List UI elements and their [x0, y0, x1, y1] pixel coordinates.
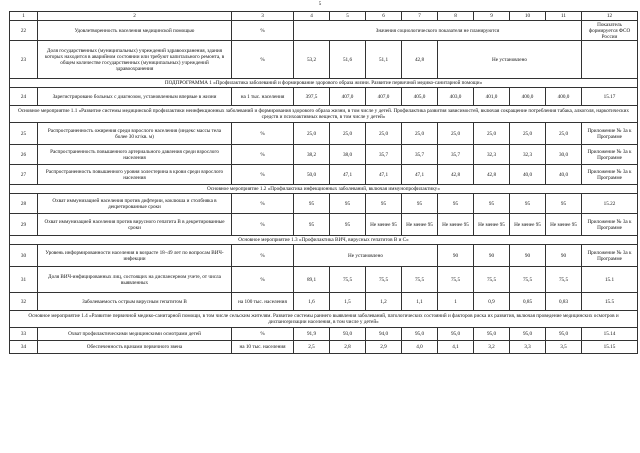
header-cell: 2: [38, 12, 232, 21]
value-cell: 25,0: [402, 123, 438, 145]
indicator-name: Охват профилактическими медицинскими осмотрами детей: [38, 328, 232, 341]
value-cell: 0,9: [474, 293, 510, 311]
value-cell: Не менее 95: [402, 214, 438, 236]
value-cell: 1,6: [294, 293, 330, 311]
section-title: Основное мероприятие 1.3 «Профилактика ВИЧ, вирусных гепатитов В и С»: [10, 236, 638, 245]
indicator-name: Обеспеченность врачами первичного звена: [38, 341, 232, 354]
source-note: 15.22: [582, 194, 638, 214]
value-cell: 95: [294, 214, 330, 236]
value-cell: 95,0: [546, 328, 582, 341]
value-cell: Не менее 95: [546, 214, 582, 236]
value-cell: 95,0: [474, 328, 510, 341]
value-cell: 25,0: [366, 123, 402, 145]
value-cell: 2,8: [330, 341, 366, 354]
unit-cell: %: [232, 165, 294, 185]
value-cell: 90: [510, 245, 546, 267]
section-row: [10, 79, 638, 88]
table-row: [10, 41, 638, 79]
value-cell: 0,83: [546, 293, 582, 311]
indicator-name: Распространенность повышенного артериального давления среди взрослого населения: [38, 145, 232, 165]
section-title: Основное мероприятие 1.1 «Развитие системы медицинской профилактики неинфекционных заболеваний и формирования здорового образа жизни, в том числе у детей. Профилактика развития зависимостей, включая сокращение потребления табака, алкоголя, наркотических средств и психоактивных веществ, в том числе у детей»: [10, 106, 638, 123]
value-cell: 400,0: [510, 88, 546, 106]
indicator-name: Распространенность ожирения среди взрослого населения (индекс массы тела более 30 кг/кв. м): [38, 123, 232, 145]
value-cell: 95,0: [438, 328, 474, 341]
table-row: [10, 123, 638, 145]
source-note: Показатель формируется ФСО России: [582, 21, 638, 41]
source-note: Приложение № 3а к Программе: [582, 214, 638, 236]
header-cell: 6: [366, 12, 402, 21]
table-row: [10, 293, 638, 311]
indicators-table: [9, 11, 638, 354]
header-cell: 1: [10, 12, 38, 21]
value-cell: 95: [294, 194, 330, 214]
value-cell: 2,5: [294, 341, 330, 354]
indicator-name: Доля государственных (муниципальных) учреждений здравоохранения, здания которых находится в аварийном состоянии или требуют капитального ремонта, в общем количестве государственных (муниципальных) учреждений здравоохранения: [38, 41, 232, 79]
table-row: [10, 245, 638, 267]
table-row: [10, 341, 638, 354]
value-cell: 42,8: [438, 165, 474, 185]
value-cell: 40,0: [510, 165, 546, 185]
value-cell: 47,1: [402, 165, 438, 185]
unit-cell: %: [232, 328, 294, 341]
header-cell: 7: [402, 12, 438, 21]
section-title: Основное мероприятие 1.4 «Развитие первичной медико-санитарной помощи, в том числе сельским жителям. Развитие системы раннего выявления заболеваний, патологических состояний и факторов риска их развития, включая проведение медицинских осмотров и диспансеризации населения, в том числе у детей»: [10, 311, 638, 328]
section-row: [10, 106, 638, 123]
value-cell: Не менее 95: [438, 214, 474, 236]
value-cell: 4,1: [438, 341, 474, 354]
source-note: Приложение № 3а к Программе: [582, 245, 638, 267]
value-cell: 95: [402, 194, 438, 214]
header-cell: 11: [546, 12, 582, 21]
value-cell: 95: [330, 194, 366, 214]
value-cell: 403,0: [438, 88, 474, 106]
section-row: [10, 236, 638, 245]
value-cell: 93,0: [330, 328, 366, 341]
row-number: 29: [10, 214, 38, 236]
header-row: [10, 12, 638, 21]
value-cell: 1,2: [366, 293, 402, 311]
table-row: [10, 165, 638, 185]
section-row: [10, 185, 638, 194]
value-cell: 3,3: [510, 341, 546, 354]
indicator-name: Доля ВИЧ-инфицированных лиц, состоящих на диспансерном учете, от числа выявленных: [38, 267, 232, 293]
table-row: [10, 88, 638, 106]
value-cell: 95: [474, 194, 510, 214]
value-cell: 35,7: [402, 145, 438, 165]
value-cell: 3,5: [546, 341, 582, 354]
value-cell: 95: [438, 194, 474, 214]
value-cell: 25,0: [510, 123, 546, 145]
source-note: 15.17: [582, 88, 638, 106]
table-row: [10, 214, 638, 236]
unit-cell: %: [232, 41, 294, 79]
table-row: [10, 194, 638, 214]
page-number: 5: [318, 2, 322, 7]
value-cell: 397,5: [294, 88, 330, 106]
value-cell: 95: [546, 194, 582, 214]
value-cell: 90: [438, 245, 474, 267]
row-number: 22: [10, 21, 38, 41]
section-title: Основное мероприятие 1.2 «Профилактика инфекционных заболеваний, включая иммунопрофилактику»: [10, 185, 638, 194]
value-cell: 25,0: [546, 123, 582, 145]
row-number: 34: [10, 341, 38, 354]
indicator-name: Охват иммунизацией населения против дифтерии, коклюша и столбняка в декретированные сроки: [38, 194, 232, 214]
unit-cell: на 100 тыс. населения: [232, 293, 294, 311]
table-row: [10, 328, 638, 341]
table-row: [10, 21, 638, 41]
merged-note: Не установлено: [438, 41, 582, 79]
value-cell: 25,0: [294, 123, 330, 145]
unit-cell: %: [232, 145, 294, 165]
value-cell: 25,0: [438, 123, 474, 145]
source-note: 15.15: [582, 341, 638, 354]
value-cell: 75,5: [510, 267, 546, 293]
row-number: 30: [10, 245, 38, 267]
value-cell: 35,7: [438, 145, 474, 165]
row-number: 28: [10, 194, 38, 214]
section-row: [10, 311, 638, 328]
value-cell: 401,0: [474, 88, 510, 106]
value-cell: 38,2: [294, 145, 330, 165]
header-cell: 12: [582, 12, 638, 21]
unit-cell: %: [232, 194, 294, 214]
value-cell: 95,0: [402, 328, 438, 341]
value-cell: 3,2: [474, 341, 510, 354]
table-row: [10, 267, 638, 293]
unit-cell: %: [232, 214, 294, 236]
unit-cell: на 1 тыс. населения: [232, 88, 294, 106]
value-cell: 42,8: [402, 41, 438, 79]
row-number: 31: [10, 267, 38, 293]
value-cell: 90: [546, 245, 582, 267]
value-cell: 95: [330, 214, 366, 236]
row-number: 32: [10, 293, 38, 311]
value-cell: 25,0: [330, 123, 366, 145]
indicator-name: Зарегистрировано больных с диагнозом, установленным впервые в жизни: [38, 88, 232, 106]
header-cell: 10: [510, 12, 546, 21]
source-note: Приложение № 3а к Программе: [582, 145, 638, 165]
indicator-name: Охват иммунизацией населения против вирусного гепатита В в декретированные сроки: [38, 214, 232, 236]
unit-cell: %: [232, 123, 294, 145]
value-cell: 47,1: [366, 165, 402, 185]
value-cell: 407,0: [366, 88, 402, 106]
value-cell: 0,85: [510, 293, 546, 311]
value-cell: 75,5: [474, 267, 510, 293]
value-cell: 95,0: [510, 328, 546, 341]
value-cell: 30,0: [546, 145, 582, 165]
source-note: Приложение № 3а к Программе: [582, 123, 638, 145]
value-cell: 91,9: [294, 328, 330, 341]
unit-cell: на 10 тыс. населения: [232, 341, 294, 354]
value-cell: 51,6: [330, 41, 366, 79]
value-cell: 90: [474, 245, 510, 267]
value-cell: 35,7: [366, 145, 402, 165]
value-cell: 50,0: [294, 165, 330, 185]
value-cell: 75,5: [330, 267, 366, 293]
source-note: [582, 41, 638, 79]
value-cell: 95: [510, 194, 546, 214]
value-cell: 47,1: [330, 165, 366, 185]
value-cell: 75,5: [402, 267, 438, 293]
row-number: 25: [10, 123, 38, 145]
header-cell: 3: [232, 12, 294, 21]
header-cell: 9: [474, 12, 510, 21]
indicator-name: Удовлетворенность населения медицинской помощью: [38, 21, 232, 41]
unit-cell: %: [232, 21, 294, 41]
value-cell: 407,0: [330, 88, 366, 106]
row-number: 23: [10, 41, 38, 79]
value-cell: 53,2: [294, 41, 330, 79]
indicator-name: Распространенность повышенного уровня холестерина в крови среди взрослого населения: [38, 165, 232, 185]
row-number: 26: [10, 145, 38, 165]
value-cell: 51,1: [366, 41, 402, 79]
value-cell: Не менее 95: [366, 214, 402, 236]
value-cell: 1: [438, 293, 474, 311]
source-note: Приложение № 3а к Программе: [582, 165, 638, 185]
merged-note: Не установлено: [294, 245, 438, 267]
indicator-name: Уровень информированности населения в возрасте 18–49 лет по вопросам ВИЧ-инфекции: [38, 245, 232, 267]
value-cell: 1,1: [402, 293, 438, 311]
value-cell: 4,0: [402, 341, 438, 354]
value-cell: 89,1: [294, 267, 330, 293]
source-note: 15.1: [582, 267, 638, 293]
value-cell: 2,9: [366, 341, 402, 354]
value-cell: Не менее 95: [510, 214, 546, 236]
value-cell: 32,3: [510, 145, 546, 165]
header-cell: 5: [330, 12, 366, 21]
value-cell: 94,0: [366, 328, 402, 341]
value-cell: 405,0: [402, 88, 438, 106]
value-cell: 400,0: [546, 88, 582, 106]
value-cell: 38,0: [330, 145, 366, 165]
header-cell: 8: [438, 12, 474, 21]
header-cell: 4: [294, 12, 330, 21]
unit-cell: %: [232, 267, 294, 293]
row-number: 27: [10, 165, 38, 185]
unit-cell: %: [232, 245, 294, 267]
source-note: 15.5: [582, 293, 638, 311]
value-cell: 95: [366, 194, 402, 214]
value-cell: 32,3: [474, 145, 510, 165]
value-cell: 75,5: [438, 267, 474, 293]
value-cell: Не менее 95: [474, 214, 510, 236]
section-title: ПОДПРОГРАММА 1 «Профилактика заболеваний и формирование здорового образа жизни. Развитие первичной медико-санитарной помощи»: [10, 79, 638, 88]
row-number: 33: [10, 328, 38, 341]
value-cell: 25,0: [474, 123, 510, 145]
row-number: 24: [10, 88, 38, 106]
value-cell: 75,5: [366, 267, 402, 293]
source-note: 15.14: [582, 328, 638, 341]
indicator-name: Заболеваемость острым вирусным гепатитом В: [38, 293, 232, 311]
table-row: [10, 145, 638, 165]
value-cell: 40,0: [546, 165, 582, 185]
value-cell: 75,5: [546, 267, 582, 293]
value-cell: 42,8: [474, 165, 510, 185]
value-cell: 1,5: [330, 293, 366, 311]
merged-note: Значения социологического показателя не планируются: [294, 21, 582, 41]
